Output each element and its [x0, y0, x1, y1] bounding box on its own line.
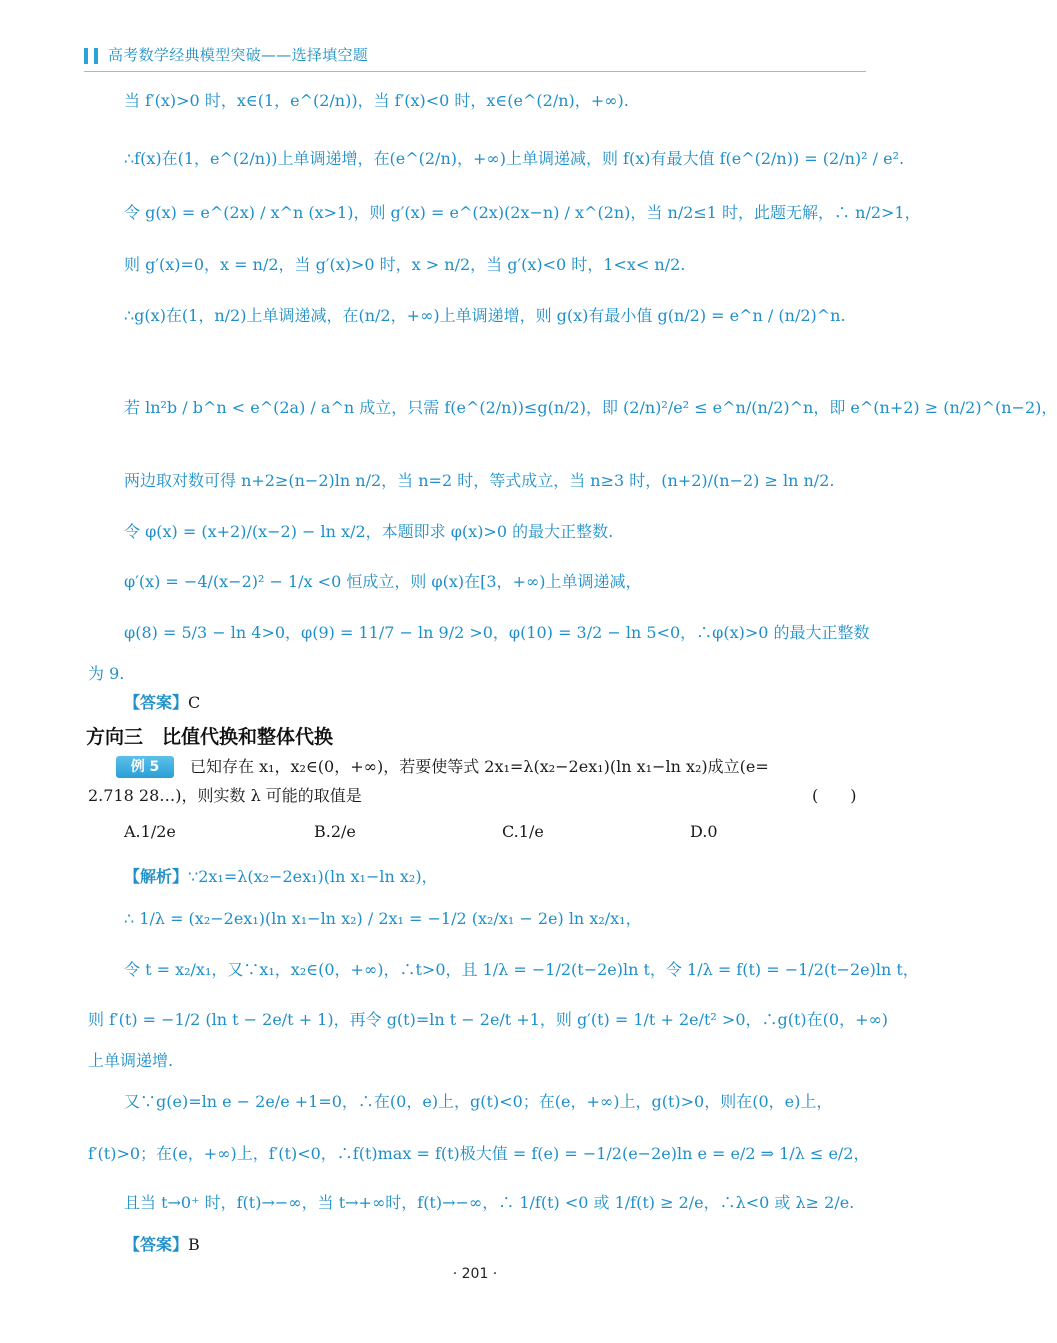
example-badge: 例 5: [116, 756, 174, 778]
header-bar-1: [84, 48, 88, 64]
option-c-value: 1/e: [518, 822, 544, 841]
solution-line: φ(8) = 5/3 − ln 4>0，φ(9) = 11/7 − ln 9/2 >0，φ(10) = 3/2 − ln 5<0，∴φ(x)>0 的最大正整数: [124, 623, 870, 642]
answer-2: [124, 1234, 869, 1256]
option-b-label: B.: [314, 822, 331, 841]
answer-label: 【答案】: [124, 1235, 189, 1254]
solution-line: 若 ln²b / b^n < e^(2a) / a^n 成立，只需 f(e^(2/n))≤g(n/2)，即 (2/n)²/e² ≤ e^n/(n/2)^n，即 e^(n+2) ≥ (n/2)^(n−2)，: [124, 398, 1057, 417]
solution2-line: 令 t = x₂/x₁，又∵x₁，x₂∈(0，+∞)，∴t>0，且 1/λ = −1/2(t−2e)ln t，令 1/λ = f(t) = −1/2(t−2e)ln t，: [124, 960, 919, 979]
solution-line: φ′(x) = −4/(x−2)² − 1/x <0 恒成立，则 φ(x)在[3，+∞)上单调递减，: [124, 572, 642, 591]
option-d-label: D.: [690, 822, 708, 841]
page-header: [84, 44, 866, 72]
answer-value: C: [188, 693, 201, 712]
solution-line: ∴f(x)在(1，e^(2/n))上单调递增，在(e^(2/n)，+∞)上单调递减，则 f(x)有最大值 f(e^(2/n)) = (2/n)² / e².: [124, 149, 905, 168]
solution2-line: 又∵g(e)=ln e − 2e/e +1=0，∴在(0，e)上，g(t)<0；在(e，+∞)上，g(t)>0，则在(0，e)上，: [124, 1092, 833, 1111]
option-d: [690, 822, 718, 841]
solution2-line: 上单调递增.: [88, 1051, 174, 1070]
option-c: [502, 822, 544, 841]
solution2-line: 且当 t→0⁺ 时，f(t)→−∞，当 t→+∞时，f(t)→−∞，∴ 1/f(t) <0 或 1/f(t) ≥ 2/e，∴λ<0 或 λ≥ 2/e.: [124, 1193, 855, 1212]
answer-1: [124, 692, 869, 714]
solution2-line: 则 f′(t) = −1/2 (ln t − 2e/t + 1)，再令 g(t)=ln t − 2e/t +1，则 g′(t) = 1/t + 2e/t² >0，∴g(t)在(0，+∞): [88, 1010, 889, 1029]
solution2-line: ∴ 1/λ = (x₂−2ex₁)(ln x₁−ln x₂) / 2x₁ = −1/2 (x₂/x₁ − 2e) ln x₂/x₁，: [124, 909, 642, 928]
solution-line: 令 φ(x) = (x+2)/(x−2) − ln x/2，本题即求 φ(x)>0 的最大正整数.: [124, 522, 614, 541]
solution-line: 则 g′(x)=0，x = n/2，当 g′(x)>0 时，x > n/2，当 g′(x)<0 时，1<x< n/2.: [124, 255, 686, 274]
answer-blank: ( ): [812, 786, 857, 805]
option-d-value: 0: [707, 822, 718, 841]
solution2-text: ∵2x₁=λ(x₂−2ex₁)(ln x₁−ln x₂)，: [188, 867, 438, 886]
option-a-label: A.: [124, 822, 141, 841]
option-c-label: C.: [502, 822, 519, 841]
option-a-value: 1/2e: [140, 822, 176, 841]
answer-label: 【答案】: [124, 693, 189, 712]
answer-value: B: [188, 1235, 200, 1254]
solution-line: 令 g(x) = e^(2x) / x^n (x>1)，则 g′(x) = e^(2x)(2x−n) / x^(2n)，当 n/2≤1 时，此题无解，∴ n/2>1，: [124, 203, 921, 222]
solution-line: ∴g(x)在(1，n/2)上单调递减，在(n/2，+∞)上单调递增，则 g(x)有最小值 g(n/2) = e^n / (n/2)^n.: [124, 306, 846, 325]
header-bar-2: [94, 48, 98, 64]
solution-line: 为 9.: [88, 664, 125, 683]
solution-line: 当 f′(x)>0 时，x∈(1，e^(2/n))，当 f′(x)<0 时，x∈(e^(2/n)，+∞).: [124, 91, 629, 110]
solution2-line: [124, 866, 869, 888]
page-number: · 201 ·: [452, 1266, 498, 1282]
solution-line: 两边取对数可得 n+2≥(n−2)ln n/2，当 n=2 时，等式成立，当 n≥3 时，(n+2)/(n−2) ≥ ln n/2.: [124, 471, 835, 490]
option-a: [124, 822, 176, 841]
solution2-label: 【解析】: [124, 867, 189, 886]
header-title: 高考数学经典模型突破——选择填空题: [108, 46, 369, 64]
example-question-line2: 2.718 28…)，则实数 λ 可能的取值是: [88, 786, 362, 805]
solution2-line: f′(t)>0；在(e，+∞)上，f′(t)<0，∴f(t)max = f(t)极大值 = f(e) = −1/2(e−2e)ln e = e/2 ⇒ 1/λ ≤ e/2，: [88, 1144, 870, 1163]
example-question-line1: 已知存在 x₁，x₂∈(0，+∞)，若要使等式 2x₁=λ(x₂−2ex₁)(ln x₁−ln x₂)成立(e=: [190, 757, 769, 776]
section-title: 方向三 比值代换和整体代换: [86, 726, 334, 748]
option-b: [314, 822, 356, 841]
header-rule: [84, 71, 866, 72]
option-b-value: 2/e: [330, 822, 356, 841]
